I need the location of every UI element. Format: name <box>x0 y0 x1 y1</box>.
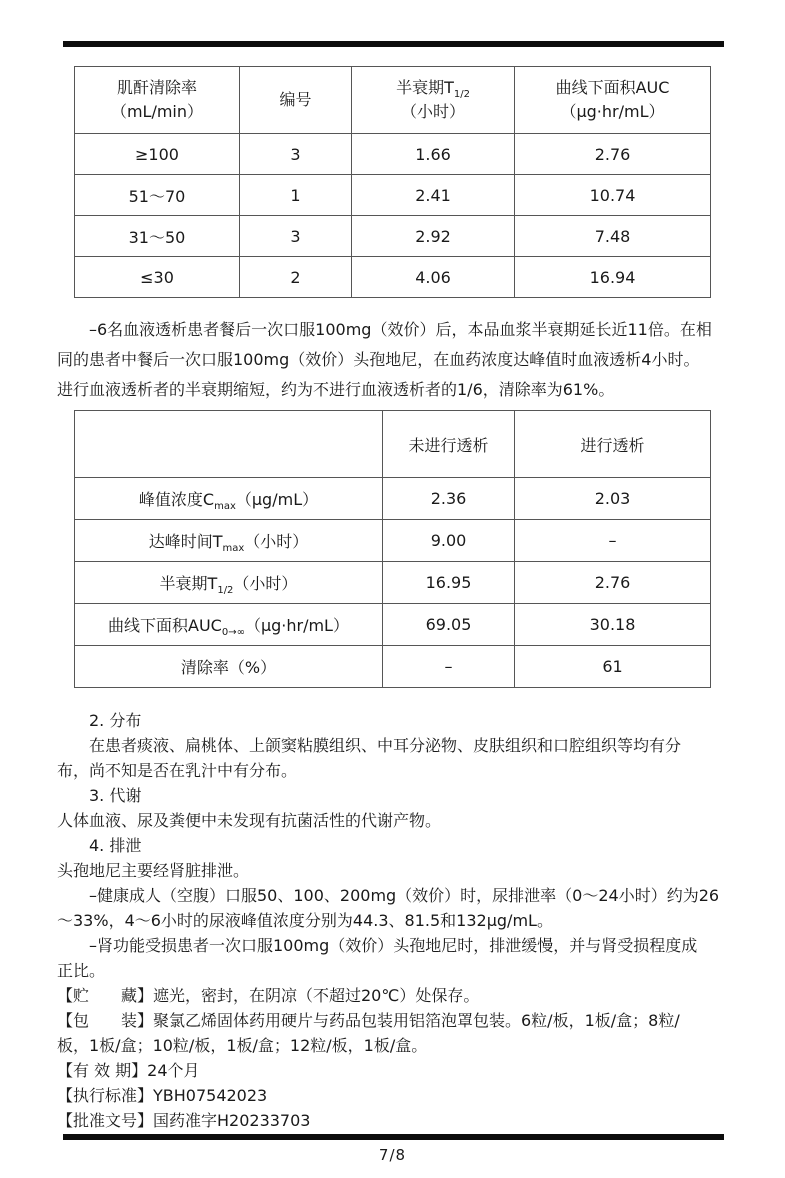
table-cell: 16.94 <box>515 257 711 298</box>
row-label: 曲线下面积$AUC_{0\to\infty}(\mu g\cdot hr/mL)$ <box>75 604 383 646</box>
table-cell: ≤30 <box>75 257 240 298</box>
packaging-entry: 【包 装】聚氯乙烯固体药用硬片与药品包装用铝箔泡罩包装。6粒/板，1板/盒；8粒/ <box>57 1011 680 1030</box>
row-label: 清除率（%） <box>75 646 383 688</box>
header-half-life: 半衰期$T_{1/2}$ （小时） <box>352 67 515 134</box>
table-row <box>75 175 711 216</box>
table-row <box>75 134 711 175</box>
body-line: –肾功能受损患者一次口服100mg（效价）头孢地尼时，排泄缓慢，并与肾受损程度成 <box>57 936 698 955</box>
body-line: ～33%，4～6小时的尿液峰值浓度分别为44.3、81.5和132μg/mL。 <box>57 911 553 930</box>
table-cell: 2.92 <box>352 216 515 257</box>
body-line: 头孢地尼主要经肾脏排泄。 <box>57 861 250 880</box>
row-label: 达峰时间$T_{max}$（小时） <box>75 520 383 562</box>
table-cell: 69.05 <box>383 604 515 646</box>
table-row <box>75 562 711 604</box>
table-cell: – <box>515 520 711 562</box>
table-header-row <box>75 67 711 134</box>
table-cell: 2 <box>240 257 352 298</box>
dialysis-paragraph <box>57 315 733 405</box>
table-cell: 10.74 <box>515 175 711 216</box>
body-line: 正比。 <box>57 961 106 980</box>
section-heading-distribution: 2. 分布 <box>57 711 142 730</box>
renal-function-pk-table <box>74 66 711 298</box>
page-number: 7/8 <box>378 1146 407 1164</box>
body-line: 在患者痰液、扁桃体、上颌窦粘膜组织、中耳分泌物、皮肤组织和口腔组织等均有分 <box>57 736 682 755</box>
table-cell: 16.95 <box>383 562 515 604</box>
row-label: 峰值浓度$C_{max}(\mu g/mL)$ <box>75 478 383 520</box>
table-cell: ≥100 <box>75 134 240 175</box>
paragraph-line: –6名血液透析患者餐后一次口服100mg（效价）后，本品血浆半衰期延长近11倍。在相 <box>57 320 712 339</box>
packaging-entry-wrap: 板，1板/盒；10粒/板，1板/盒；12粒/板，1板/盒。 <box>57 1036 428 1055</box>
section-heading-metabolism: 3. 代谢 <box>57 786 142 805</box>
paragraph-line: 同的患者中餐后一次口服100mg（效价）头孢地尼，在血药浓度达峰值时血液透析4小时。 <box>57 350 700 369</box>
table-cell: 61 <box>515 646 711 688</box>
table-row <box>75 257 711 298</box>
dialysis-comparison-table <box>74 410 711 688</box>
table-cell: 1.66 <box>352 134 515 175</box>
table-cell: 1 <box>240 175 352 216</box>
table-cell: 31～50 <box>75 216 240 257</box>
row-label: 半衰期$T_{1/2}$（小时） <box>75 562 383 604</box>
header-empty <box>75 411 383 478</box>
body-line: –健康成人（空腹）口服50、100、200mg（效价）时，尿排泄率（0～24小时）约为26 <box>57 886 720 905</box>
body-line: 布，尚不知是否在乳汁中有分布。 <box>57 761 298 780</box>
table-row <box>75 646 711 688</box>
body-line: 人体血液、尿及粪便中未发现有抗菌活性的代谢产物。 <box>57 811 442 830</box>
paragraph-line: 进行血液透析者的半衰期缩短，约为不进行血液透析者的1/6，清除率为61%。 <box>57 380 615 399</box>
table-cell: 3 <box>240 134 352 175</box>
storage-entry: 【贮 藏】遮光，密封，在阴凉（不超过20℃）处保存。 <box>57 986 480 1005</box>
header-creatinine-clearance: 肌酐清除率 （mL/min） <box>75 67 240 134</box>
body-text <box>57 708 733 1133</box>
header-no-dialysis: 未进行透析 <box>383 411 515 478</box>
table-cell: 9.00 <box>383 520 515 562</box>
table-cell: – <box>383 646 515 688</box>
table-row <box>75 216 711 257</box>
table-row <box>75 520 711 562</box>
table-row <box>75 478 711 520</box>
table-cell: 2.41 <box>352 175 515 216</box>
shelf-life-entry: 【有 效 期】24个月 <box>57 1061 200 1080</box>
table-header-row <box>75 411 711 478</box>
top-rule <box>63 41 724 47</box>
table-cell: 51～70 <box>75 175 240 216</box>
approval-number-entry: 【批准文号】国药准字H20233703 <box>57 1111 311 1130</box>
section-heading-excretion: 4. 排泄 <box>57 836 142 855</box>
table-cell: 2.03 <box>515 478 711 520</box>
table-cell: 3 <box>240 216 352 257</box>
standard-entry: 【执行标准】YBH07542023 <box>57 1086 268 1105</box>
table-row <box>75 604 711 646</box>
header-subject-count: 编号 <box>240 67 352 134</box>
header-dialysis: 进行透析 <box>515 411 711 478</box>
table-cell: 7.48 <box>515 216 711 257</box>
header-auc: 曲线下面积AUC （μg·hr/mL） <box>515 67 711 134</box>
bottom-rule <box>63 1134 724 1140</box>
table-cell: 2.76 <box>515 562 711 604</box>
table-cell: 30.18 <box>515 604 711 646</box>
table-cell: 2.36 <box>383 478 515 520</box>
table-cell: 2.76 <box>515 134 711 175</box>
table-cell: 4.06 <box>352 257 515 298</box>
